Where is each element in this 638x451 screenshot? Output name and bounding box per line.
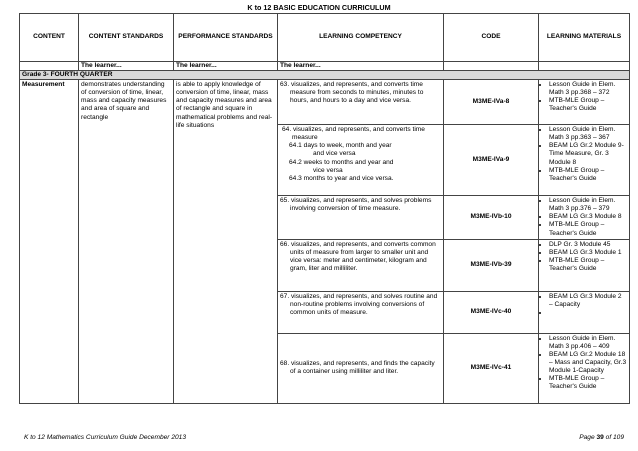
- competency-cell: 63. visualizes, and represents, and converts time measure from seconds to minutes, minutes to hours, and hours to a day and vice versa.: [278, 80, 444, 125]
- competency-cell: 67. visualizes, and represents, and solves routine and non-routine problems involving conversions of common units of measure.: [278, 291, 444, 333]
- material-item: • MTB-MLE Group – Teacher's Guide: [549, 167, 627, 183]
- material-item-empty: [549, 309, 627, 317]
- header-code: CODE: [444, 14, 539, 62]
- grade-quarter-label: Grade 3- FOURTH QUARTER: [20, 71, 630, 80]
- header-row: [20, 14, 630, 62]
- header-content-standards: CONTENT STANDARDS: [79, 14, 174, 62]
- subheader-content-standards: The learner...: [79, 62, 174, 71]
- materials-cell: [539, 196, 630, 239]
- page-label: Page: [579, 434, 595, 441]
- grade-quarter-row: [20, 71, 630, 80]
- table-row: [20, 80, 630, 125]
- material-item: • MTB-MLE Group – Teacher's Guide: [549, 221, 627, 237]
- footer-page-number: [579, 434, 624, 441]
- material-item: • BEAM LG Gr.2 Module 18 – Mass and Capacity, Gr.3 Module 1-Capacity: [549, 351, 627, 375]
- performance-standard-cell: is able to apply knowledge of conversion of time, linear, mass and capacity measures and area of rectangle and square in mathematical problems and real-life situations: [174, 80, 278, 403]
- header-performance-standards: PERFORMANCE STANDARDS: [174, 14, 278, 62]
- subheader-learning-competency: The learner...: [278, 62, 444, 71]
- code-cell: M3ME-IVb-39: [444, 239, 539, 291]
- competency-cell: [278, 125, 444, 196]
- materials-cell: [539, 80, 630, 125]
- content-cell: Measurement: [20, 80, 79, 403]
- material-item: • MTB-MLE Group – Teacher's Guide: [549, 97, 627, 113]
- competency-sub-item: 64.1 days to week, month and year: [289, 142, 392, 150]
- competency-sub-item: 64.3 months to year and vice versa.: [289, 174, 394, 182]
- material-item: • MTB-MLE Group – Teacher's Guide: [549, 257, 627, 273]
- materials-cell: [539, 291, 630, 333]
- page-number: 39: [596, 434, 604, 441]
- subheader-performance-standards: The learner...: [174, 62, 278, 71]
- competency-sub-item: and vice versa: [313, 150, 356, 158]
- material-item: • Lesson Guide in Elem. Math 3 pp.368 – 372: [549, 81, 627, 97]
- code-cell: M3ME-IVb-10: [444, 196, 539, 239]
- material-item: • MTB-MLE Group – Teacher's Guide: [549, 375, 627, 391]
- code-cell: M3ME-IVa-9: [444, 125, 539, 196]
- curriculum-table: [19, 13, 630, 404]
- content-standard-cell: demonstrates understanding of conversion of time, linear, mass and capacity measures and area of square and rectangle: [79, 80, 174, 403]
- materials-cell: [539, 333, 630, 403]
- header-learning-materials: LEARNING MATERIALS: [539, 14, 630, 62]
- competency-sub-item: vice versa: [313, 166, 343, 174]
- material-item: • DLP Gr. 3 Module 45: [549, 241, 627, 249]
- materials-cell: [539, 125, 630, 196]
- competency-cell: 68. visualizes, and represents, and finds the capacity of a container using milliliter and liter.: [278, 333, 444, 403]
- material-item: • Lesson Guide in Elem. Math 3 pp.363 – 367: [549, 126, 627, 142]
- code-cell: M3ME-IVc-41: [444, 333, 539, 403]
- competency-text: 64. visualizes, and represents, and converts time measure: [282, 126, 425, 142]
- document-title: K to 12 BASIC EDUCATION CURRICULUM: [247, 3, 391, 12]
- material-item: • BEAM LG Gr.3 Module 8: [549, 213, 627, 221]
- competency-cell: 66. visualizes, and represents, and converts common units of measure from larger to smaller unit and vice versa: meter and centimeter, kilogram and gram, liter and milliliter.: [278, 239, 444, 291]
- material-item: • Lesson Guide in Elem. Math 3 pp.376 – 379: [549, 197, 627, 213]
- header-learning-competency: LEARNING COMPETENCY: [278, 14, 444, 62]
- subheader-row: [20, 62, 630, 71]
- material-item: • BEAM LG Gr.3 Module 2 – Capacity: [549, 293, 627, 309]
- material-item: • BEAM LG Gr.2 Module 9- Time Measure, Gr. 3 Module 8: [549, 142, 627, 166]
- page-total: of 109: [605, 434, 624, 441]
- materials-cell: [539, 239, 630, 291]
- competency-sub-item: 64.2 weeks to months and year and: [289, 158, 394, 166]
- code-cell: M3ME-IVc-40: [444, 291, 539, 333]
- header-content: CONTENT: [20, 14, 79, 62]
- material-item: • Lesson Guide in Elem. Math 3 pp.406 – 409: [549, 335, 627, 351]
- competency-cell: 65. visualizes, and represents, and solves problems involving conversion of time measure.: [278, 196, 444, 239]
- footer-document-name: K to 12 Mathematics Curriculum Guide December 2013: [24, 434, 186, 441]
- material-item: • BEAM LG Gr.3 Module 1: [549, 249, 627, 257]
- code-cell: M3ME-IVa-8: [444, 80, 539, 125]
